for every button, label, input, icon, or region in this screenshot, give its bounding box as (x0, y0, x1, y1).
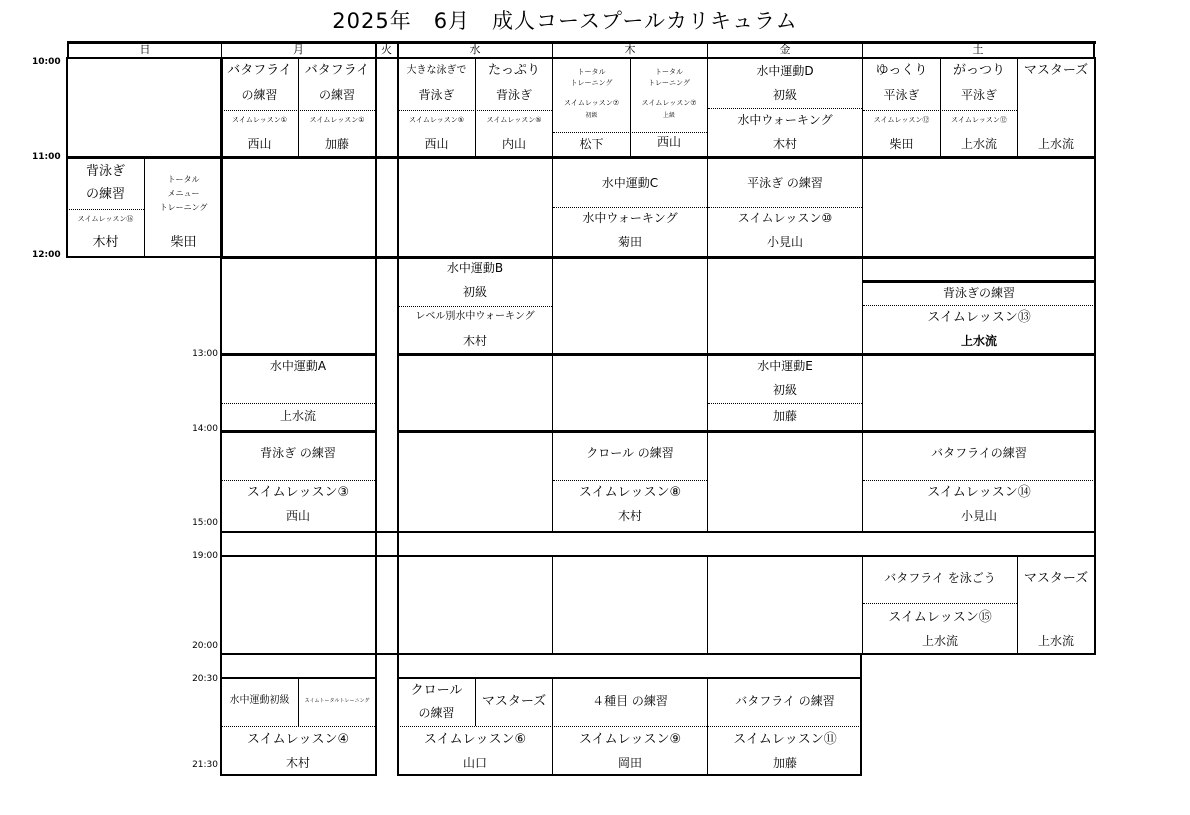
day-header-mon: 月 (221, 42, 375, 58)
fri-breast-teacher: 小見山 (766, 235, 803, 249)
thu-tot-b-lesson: スイムレッスン⑦ (641, 99, 697, 107)
day-header-sat: 土 (862, 42, 1095, 58)
dotted-1200-wed (398, 306, 552, 307)
sun-backstroke-teacher: 木村 (92, 235, 119, 250)
day-header-wed: 水 (397, 42, 552, 58)
wed-crawl-line1: クロール (410, 683, 463, 698)
mon-aqua-a: 水中運動A (269, 359, 327, 373)
time-label-1200: 12:00 (32, 250, 61, 260)
sat-fly-night: バタフライ を泳ごう (884, 571, 996, 585)
sat-slow-teacher: 柴田 (889, 137, 914, 151)
mon-back-teacher: 西山 (285, 509, 310, 523)
thu-im: ４種目 の練習 (592, 694, 668, 708)
sat-masters-night: マスターズ (1023, 571, 1089, 586)
thu-tot-a-teacher: 松下 (579, 137, 604, 151)
sat-solid-line1: がっつり (952, 63, 1005, 78)
dotted-1400-sat (863, 480, 1095, 481)
time-label-1900: 19:00 (192, 551, 218, 561)
wed-plenty-line1: たっぷり (487, 63, 540, 78)
gap-row-rest (397, 531, 1096, 557)
time-label-2000: 20:00 (192, 641, 218, 651)
fri-aqua-e-teacher: 加藤 (772, 409, 797, 423)
sat-fly-teacher: 小見山 (960, 509, 997, 523)
thu-tot-a-line1: トータル (577, 68, 606, 76)
sat-back-teacher: 上水流 (960, 334, 997, 348)
wed-big-lesson: スイムレッスン⑤ (408, 116, 465, 124)
mon-fly-b-line1: バタフライ (304, 63, 370, 78)
day-header-thu: 木 (552, 42, 707, 58)
sun-total-line2: メニュー (167, 189, 200, 198)
wed-walking: レベル別水中ウォーキング (415, 311, 535, 322)
fri-walking-teacher: 木村 (772, 137, 797, 151)
dotted-1000-b (398, 110, 552, 111)
wed-plenty-teacher: 内山 (501, 137, 526, 151)
sun-backstroke-lesson: スイムレッスン⑯ (77, 215, 134, 223)
wed-plenty-line2: 背泳ぎ (495, 88, 532, 102)
sat-solid-teacher: 上水流 (960, 137, 997, 151)
sat-fly: バタフライの練習 (931, 446, 1027, 460)
rule-sat-1215 (862, 280, 1096, 283)
thu-tot-b-level: 上級 (662, 112, 675, 119)
day-header-fri: 金 (707, 42, 862, 58)
dotted-1200-sat (863, 305, 1095, 306)
thu-tot-a-level: 初級 (585, 112, 598, 119)
dotted-1300-fri (708, 403, 862, 404)
fri-walking: 水中ウォーキング (737, 113, 833, 127)
mon-fly-a-line2: の練習 (241, 88, 278, 102)
day-header-tue: 火 (375, 42, 397, 58)
eve-thu-fri-divider (707, 556, 708, 654)
dotted-1400-thu (553, 480, 707, 481)
mon-fly-a-teacher: 西山 (247, 137, 272, 151)
dotted-1100-thu (553, 207, 707, 208)
mon-back-lesson: スイムレッスン③ (246, 485, 350, 500)
dotted-1000-e (863, 110, 1017, 111)
mon-fly-b-lesson: スイムレッスン① (309, 116, 365, 124)
dotted-1100-fri (708, 207, 862, 208)
gap2-row-mon (220, 653, 377, 679)
wed-big-teacher: 西山 (424, 137, 449, 151)
sun-backstroke-line2: の練習 (85, 187, 125, 202)
mon-fly-a-lesson: スイムレッスン① (231, 116, 288, 124)
wed-plenty-lesson: スイムレッスン⑤ (486, 116, 542, 124)
mon-aqua-beginner: 水中運動初級 (229, 695, 290, 706)
thu-tot-b-line1: トータル (655, 68, 683, 76)
fri-aqua-e-level: 初級 (772, 383, 797, 397)
sat-fly-lesson: スイムレッスン⑭ (927, 485, 1031, 500)
rule-1400-rest (398, 430, 1096, 433)
thu-tot-a-lesson: スイムレッスン⑦ (563, 99, 620, 107)
wed-big-line2: 背泳ぎ (418, 88, 455, 102)
thu-crawl: クロール の練習 (586, 446, 674, 460)
sun-backstroke-line1: 背泳ぎ (85, 164, 125, 179)
wed-aqua-b-level: 初級 (462, 285, 487, 299)
thu-walking-teacher: 菊田 (617, 235, 642, 249)
fri-fly: バタフライ の練習 (735, 694, 835, 708)
sat-solid-line2: 平泳ぎ (960, 88, 997, 102)
sat-slow-line2: 平泳ぎ (883, 88, 920, 102)
wed-aqua-b: 水中運動B (446, 261, 504, 275)
fri-aqua-d: 水中運動D (756, 64, 814, 78)
sat-masters: マスターズ (1023, 63, 1089, 78)
time-label-2130: 21:30 (192, 760, 218, 770)
rule-1100 (220, 156, 1096, 159)
fri-breast-lesson: スイムレッスン⑩ (737, 211, 833, 225)
time-label-1000: 10:00 (32, 57, 61, 67)
fri-night-teacher: 加藤 (772, 756, 797, 770)
gap-row-mon (220, 531, 377, 557)
mon-fly-a-line1: バタフライ (227, 63, 292, 78)
night-dotted-rest (398, 726, 861, 727)
mon-fly-b-line2: の練習 (318, 88, 355, 102)
sat-masters-night-teacher: 上水流 (1037, 634, 1074, 648)
sun-total-line3: トレーニング (159, 203, 208, 212)
time-label-1300: 13:00 (192, 349, 218, 359)
rule-1200 (220, 256, 1096, 259)
sun-total-line1: トータル (167, 175, 200, 184)
mon-night-lesson: スイムレッスン④ (246, 732, 350, 747)
sat-back-lesson: スイムレッスン⑬ (927, 310, 1031, 325)
wed-walking-teacher: 木村 (462, 334, 487, 348)
sat-fly-night-teacher: 上水流 (921, 634, 958, 648)
thu-tot-b-line2: トレーニング (648, 79, 690, 87)
time-label-1500: 15:00 (192, 518, 218, 528)
dotted-1400-mon (221, 480, 375, 481)
rule-1300-rest (398, 353, 1096, 356)
fri-aqua-e: 水中運動E (757, 359, 813, 373)
rule-1400-mon (220, 430, 376, 433)
dotted-1300-mon (221, 403, 375, 404)
header-top-rule (67, 41, 1096, 44)
sat-back: 背泳ぎの練習 (942, 286, 1015, 300)
mon-fly-b-teacher: 加藤 (324, 137, 349, 151)
sunday-dotted-rule (67, 209, 144, 210)
dotted-1000-d (708, 108, 862, 109)
dotted-1000-c (553, 132, 707, 133)
day-header-sun: 日 (67, 42, 221, 58)
dotted-1000-a (221, 110, 375, 111)
mon-back: 背泳ぎ の練習 (260, 446, 336, 460)
fri-night-lesson: スイムレッスン⑪ (733, 732, 837, 747)
time-label-2030: 20:30 (192, 674, 218, 684)
page-title: 2025年 6月 成人コースプールカリキュラム (332, 9, 798, 33)
thu-aqua-c: 水中運動C (601, 176, 659, 190)
thu-crawl-teacher: 木村 (617, 509, 642, 523)
eve-wed-thu-divider (552, 556, 553, 654)
fri-breast: 平泳ぎ の練習 (747, 176, 823, 190)
sat-slow-lesson: スイムレッスン⑫ (873, 116, 930, 124)
fri-aqua-d-level: 初級 (772, 88, 797, 102)
wed-night-teacher: 山口 (462, 756, 487, 770)
night-dotted-mon (221, 726, 375, 727)
sun-total-teacher: 柴田 (170, 235, 197, 250)
sat-fly-night-lesson: スイムレッスン⑮ (888, 610, 992, 625)
eve-sat-dotted-rule (863, 603, 1017, 604)
mon-total-small: スイムトータルトレーニング (304, 698, 370, 704)
sat-slow-line1: ゆっくり (875, 63, 928, 78)
thu-night-lesson: スイムレッスン⑨ (578, 732, 682, 747)
thu-crawl-lesson: スイムレッスン⑧ (578, 485, 682, 500)
wed-big-line1: 大きな泳ぎで (406, 65, 467, 76)
sat-masters-teacher: 上水流 (1037, 137, 1074, 151)
gap2-row-rest (397, 653, 862, 679)
thu-tot-b-teacher: 西山 (656, 135, 681, 149)
time-label-1100: 11:00 (32, 152, 61, 162)
wed-masters: マスターズ (481, 694, 547, 709)
thu-night-teacher: 岡田 (617, 756, 642, 770)
rule-1300-mon (220, 353, 376, 356)
sat-solid-lesson: スイムレッスン⑫ (951, 116, 1007, 124)
thu-tot-a-line2: トレーニング (570, 79, 613, 87)
mon-night-teacher: 木村 (285, 756, 310, 770)
mon-aqua-a-teacher: 上水流 (279, 409, 316, 423)
thu-walking: 水中ウォーキング (582, 211, 678, 225)
time-label-1400: 14:00 (192, 424, 218, 434)
wed-night-lesson: スイムレッスン⑥ (423, 732, 527, 747)
wed-crawl-line2: の練習 (418, 706, 455, 720)
